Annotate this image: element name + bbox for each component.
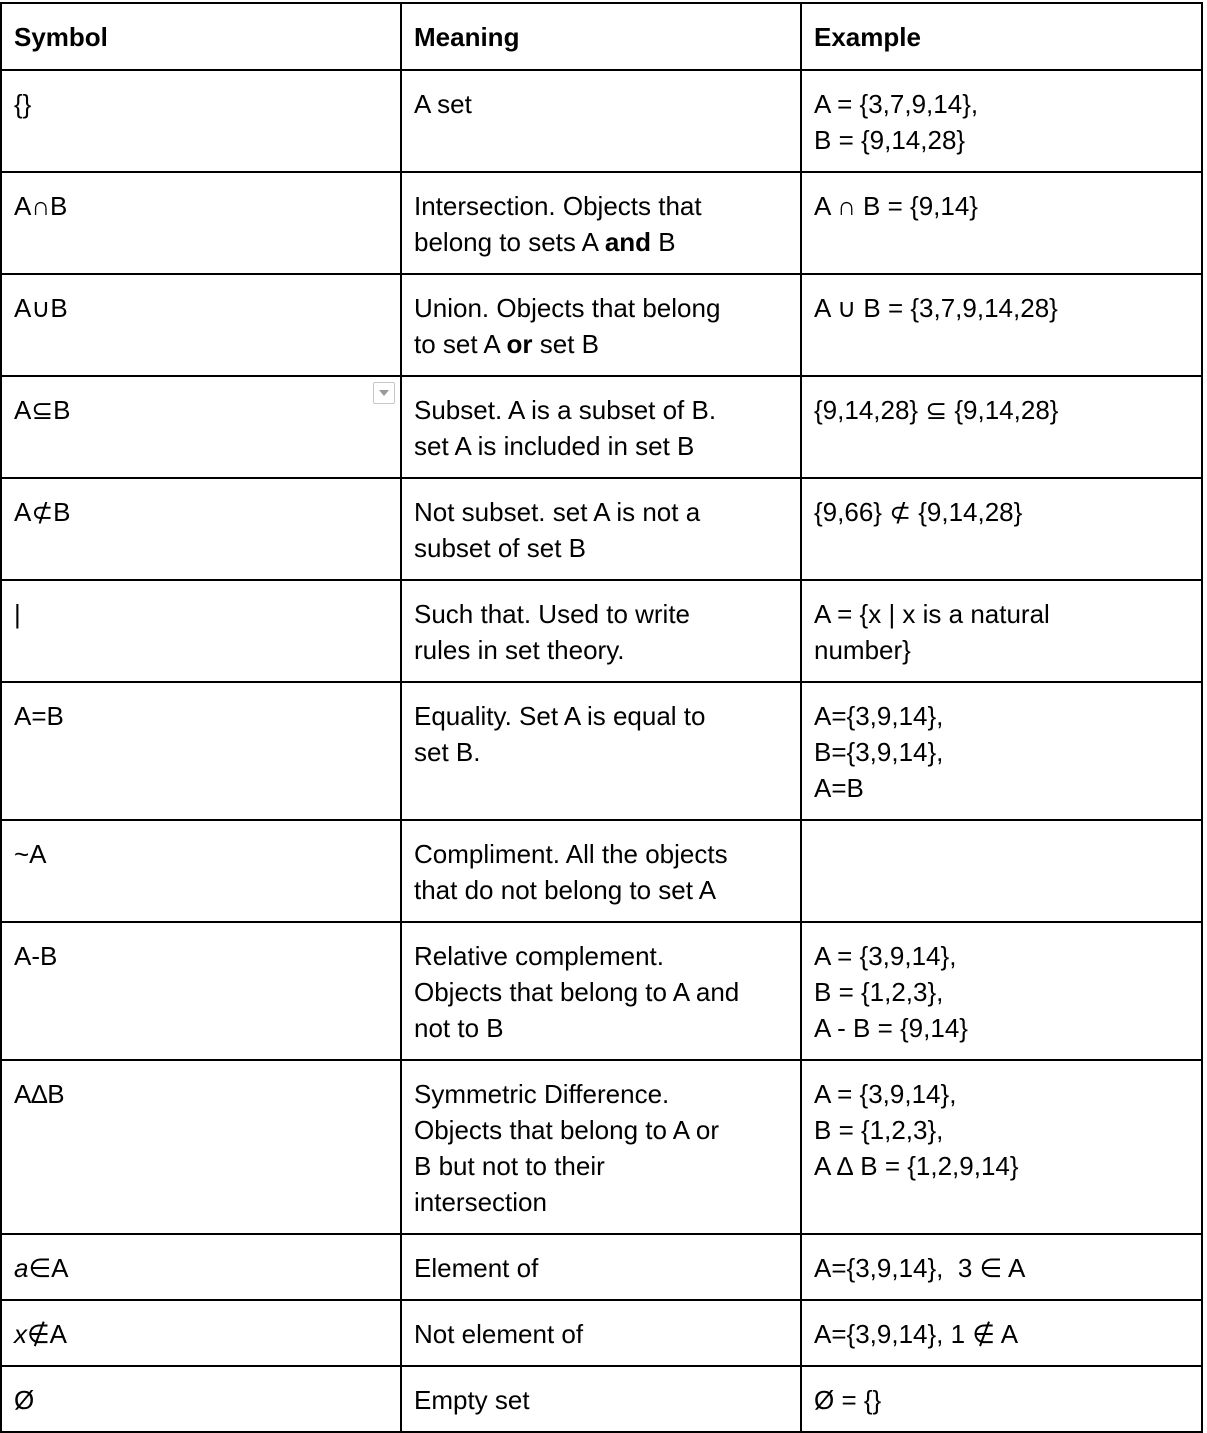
meaning-line — [414, 632, 788, 668]
symbol-text: x — [14, 1319, 27, 1349]
symbol-cell — [1, 274, 401, 376]
example-cell — [801, 682, 1202, 820]
symbol-cell — [1, 172, 401, 274]
meaning-cell — [401, 922, 801, 1060]
symbol-cell — [1, 1300, 401, 1366]
example-line: A = {3,7,9,14}, — [814, 89, 979, 119]
meaning-emphasis: and — [604, 227, 652, 257]
meaning-text: set B — [532, 329, 599, 359]
meaning-line — [414, 290, 788, 326]
symbol-text: ~A — [14, 839, 47, 869]
table-row — [1, 70, 1202, 172]
example-line: B = {9,14,28} — [814, 125, 966, 155]
meaning-text: Equality. Set A is equal to — [414, 701, 706, 731]
example-line: A = {x | x is a natural — [814, 599, 1050, 629]
meaning-line — [414, 1148, 788, 1184]
meaning-text: Symmetric Difference. — [414, 1079, 670, 1109]
meaning-line — [414, 428, 788, 464]
symbol-cell — [1, 478, 401, 580]
meaning-text: Relative complement. — [414, 941, 664, 971]
meaning-text: A set — [414, 89, 472, 119]
example-cell — [801, 922, 1202, 1060]
meaning-text: Element of — [414, 1253, 539, 1283]
meaning-text: to set A — [414, 329, 507, 359]
header-symbol: Symbol — [1, 3, 401, 70]
set-theory-symbols-table — [0, 2, 1203, 1433]
header-row — [1, 3, 1202, 70]
example-line: B = {1,2,3}, — [814, 1115, 944, 1145]
example-line: Ø = {} — [814, 1385, 882, 1415]
header-meaning: Meaning — [401, 3, 801, 70]
table-row — [1, 478, 1202, 580]
meaning-line — [414, 188, 788, 224]
symbol-cell — [1, 580, 401, 682]
example-cell — [801, 580, 1202, 682]
table-row — [1, 376, 1202, 478]
meaning-line — [414, 974, 788, 1010]
meaning-text: Empty set — [414, 1385, 530, 1415]
meaning-text: not to B — [414, 1013, 504, 1043]
symbol-cell — [1, 70, 401, 172]
example-cell — [801, 1366, 1202, 1432]
table-row — [1, 1366, 1202, 1432]
meaning-line — [414, 1076, 788, 1112]
example-cell — [801, 478, 1202, 580]
example-cell — [801, 820, 1202, 922]
meaning-line — [414, 938, 788, 974]
meaning-text: Compliment. All the objects — [414, 839, 728, 869]
symbol-text: A-B — [14, 941, 58, 971]
table-row — [1, 1060, 1202, 1234]
symbol-text: ∈A — [28, 1253, 69, 1283]
meaning-text: intersection — [414, 1187, 547, 1217]
meaning-text: Not element of — [414, 1319, 584, 1349]
meaning-cell — [401, 682, 801, 820]
meaning-text: Such that. Used to write — [414, 599, 691, 629]
meaning-line — [414, 1010, 788, 1046]
meaning-text: Subset. A is a subset of B. — [414, 395, 717, 425]
meaning-text: that do not belong to set A — [414, 875, 717, 905]
meaning-cell — [401, 1300, 801, 1366]
meaning-cell — [401, 820, 801, 922]
example-line: A = {3,9,14}, — [814, 1079, 957, 1109]
example-line: {9,14,28} ⊆ {9,14,28} — [814, 395, 1059, 425]
symbol-text: ∉A — [27, 1319, 67, 1349]
table-row — [1, 820, 1202, 922]
meaning-cell — [401, 274, 801, 376]
meaning-text: Union. Objects that belong — [414, 293, 721, 323]
symbol-cell — [1, 1060, 401, 1234]
meaning-line — [414, 494, 788, 530]
table-row — [1, 580, 1202, 682]
meaning-line — [414, 596, 788, 632]
example-cell — [801, 1234, 1202, 1300]
symbol-text: | — [14, 599, 21, 629]
symbol-cell — [1, 820, 401, 922]
example-cell — [801, 70, 1202, 172]
example-line: number} — [814, 635, 911, 665]
meaning-cell — [401, 580, 801, 682]
example-line: A={3,9,14}, — [814, 701, 944, 731]
meaning-line — [414, 836, 788, 872]
meaning-text: Objects that belong to A or — [414, 1115, 719, 1145]
example-line: A ∆ B = {1,2,9,14} — [814, 1151, 1019, 1181]
meaning-text: Not subset. set A is not a — [414, 497, 701, 527]
meaning-line — [414, 392, 788, 428]
meaning-text: Objects that belong to A and — [414, 977, 740, 1007]
meaning-line — [414, 872, 788, 908]
meaning-text: set A is included in set B — [414, 431, 695, 461]
meaning-cell — [401, 376, 801, 478]
example-line: A - B = {9,14} — [814, 1013, 968, 1043]
table-row — [1, 172, 1202, 274]
example-cell — [801, 172, 1202, 274]
symbol-text: {} — [14, 89, 32, 119]
header-example: Example — [801, 3, 1202, 70]
table-row — [1, 1234, 1202, 1300]
meaning-line — [414, 530, 788, 566]
symbol-cell — [1, 1234, 401, 1300]
meaning-line — [414, 326, 788, 362]
table-row — [1, 682, 1202, 820]
symbol-text: Ø — [14, 1385, 35, 1415]
meaning-cell — [401, 70, 801, 172]
symbol-cell — [1, 376, 401, 478]
symbol-cell — [1, 682, 401, 820]
symbol-cell — [1, 1366, 401, 1432]
table-row — [1, 1300, 1202, 1366]
meaning-line — [414, 1250, 788, 1286]
example-line: B = {1,2,3}, — [814, 977, 944, 1007]
meaning-cell — [401, 1366, 801, 1432]
symbol-text: A∆B — [14, 1079, 65, 1109]
table-body — [1, 70, 1202, 1432]
meaning-text: rules in set theory. — [414, 635, 625, 665]
meaning-text: B — [651, 227, 676, 257]
table-row — [1, 274, 1202, 376]
example-line: A=B — [814, 773, 864, 803]
symbol-text: A=B — [14, 701, 64, 731]
example-line: {9,66} ⊄ {9,14,28} — [814, 497, 1023, 527]
meaning-text: B but not to their — [414, 1151, 605, 1181]
example-line: A={3,9,14}, 1 ∉ A — [814, 1319, 1019, 1349]
meaning-line — [414, 734, 788, 770]
meaning-text: set B. — [414, 737, 481, 767]
example-line: A ∩ B = {9,14} — [814, 191, 978, 221]
example-cell — [801, 1300, 1202, 1366]
meaning-text: belong to sets A — [414, 227, 605, 257]
meaning-line — [414, 1316, 788, 1352]
symbol-cell — [1, 922, 401, 1060]
symbol-text: A⊄B — [14, 497, 71, 527]
meaning-text: subset of set B — [414, 533, 586, 563]
symbol-text: A⊆B — [14, 395, 71, 425]
symbol-text: a — [14, 1253, 29, 1283]
example-line: A ∪ B = {3,7,9,14,28} — [814, 293, 1058, 323]
meaning-line — [414, 224, 788, 260]
meaning-text: Intersection. Objects that — [414, 191, 702, 221]
example-line: B={3,9,14}, — [814, 737, 944, 767]
example-line: A = {3,9,14}, — [814, 941, 957, 971]
example-line: A={3,9,14}, 3 ∈ A — [814, 1253, 1026, 1283]
chevron-down-icon[interactable] — [373, 382, 395, 404]
symbol-text: A∪B — [14, 293, 68, 323]
example-cell — [801, 1060, 1202, 1234]
meaning-emphasis: or — [506, 329, 533, 359]
meaning-cell — [401, 478, 801, 580]
meaning-cell — [401, 1060, 801, 1234]
meaning-cell — [401, 172, 801, 274]
meaning-line — [414, 1112, 788, 1148]
meaning-line — [414, 86, 788, 122]
example-cell — [801, 376, 1202, 478]
table-row — [1, 922, 1202, 1060]
example-cell — [801, 274, 1202, 376]
meaning-line — [414, 1382, 788, 1418]
meaning-cell — [401, 1234, 801, 1300]
symbol-text: A∩B — [14, 191, 68, 221]
meaning-line — [414, 698, 788, 734]
meaning-line — [414, 1184, 788, 1220]
